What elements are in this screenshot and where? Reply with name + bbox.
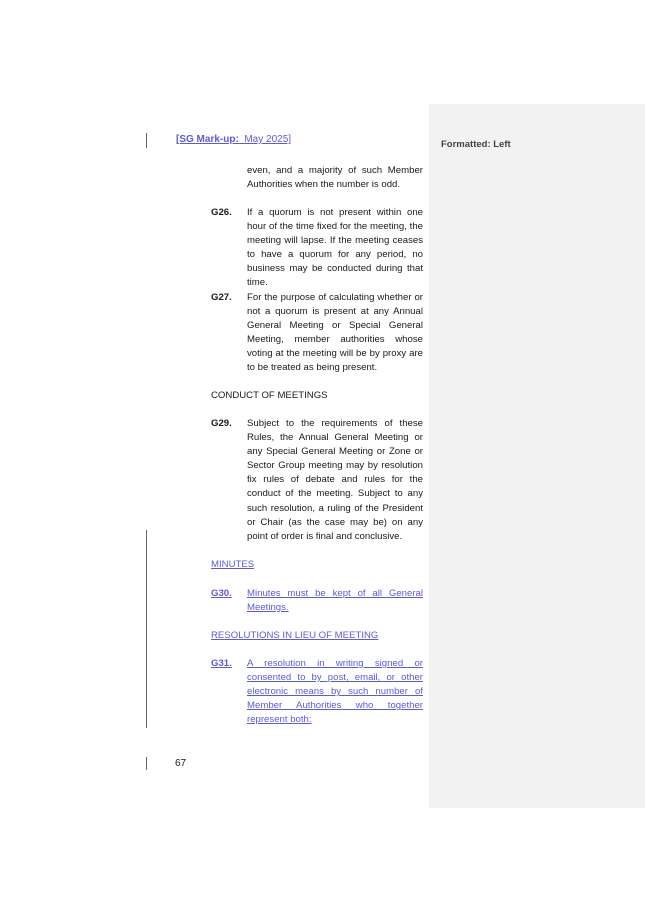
clause-number-g30: G30. bbox=[211, 588, 232, 599]
comment-pane bbox=[429, 104, 645, 808]
page-number: 67 bbox=[175, 758, 187, 769]
comment-formatting-note: Formatted: Left bbox=[441, 139, 511, 150]
change-bar-header bbox=[146, 133, 147, 148]
continuation-paragraph: even, and a majority of such Member Authorities when the number is odd. bbox=[247, 165, 423, 191]
markup-header bbox=[176, 134, 291, 145]
clause-text-g26: If a quorum is not present within one hour of the time fixed for the meeting, the meeting will lapse. If the meeting ceases to have a quorum for any period, no business may be conducted during that time. bbox=[247, 207, 423, 289]
clause-number-g29: G29. bbox=[211, 418, 232, 429]
clause-number-g27: G27. bbox=[211, 292, 232, 303]
heading-resolutions-in-lieu: RESOLUTIONS IN LIEU OF MEETING bbox=[211, 630, 379, 641]
markup-label: [SG Mark-up: bbox=[176, 134, 239, 145]
change-bar-footer bbox=[146, 757, 147, 770]
clause-number-g31: G31. bbox=[211, 658, 232, 669]
markup-date: May 2025] bbox=[244, 134, 292, 145]
clause-text-g31: A resolution in writing signed or consented to by post, email, or other electronic means by such number of Member Authorities who together represent both: bbox=[247, 658, 423, 726]
clause-number-g26: G26. bbox=[211, 207, 232, 218]
heading-minutes: MINUTES bbox=[211, 559, 255, 570]
clause-text-g30: Minutes must be kept of all General Meetings. bbox=[247, 588, 423, 614]
heading-conduct-of-meetings: CONDUCT OF MEETINGS bbox=[211, 390, 328, 401]
change-bar-insertions bbox=[146, 530, 147, 728]
clause-text-g27: For the purpose of calculating whether or not a quorum is present at any Annual General Meeting or Special General Meeting, member authorities whose voting at the meeting will be by proxy are to be treated as being present. bbox=[247, 292, 423, 374]
clause-text-g29: Subject to the requirements of these Rules, the Annual General Meeting or any Special General Meeting or Zone or Sector Group meeting may by resolution fix rules of debate and rules for the conduct of the meeting. Subject to any such resolution, a ruling of the President or Chair (as the case may be) on any point of order is final and conclusive. bbox=[247, 418, 423, 542]
